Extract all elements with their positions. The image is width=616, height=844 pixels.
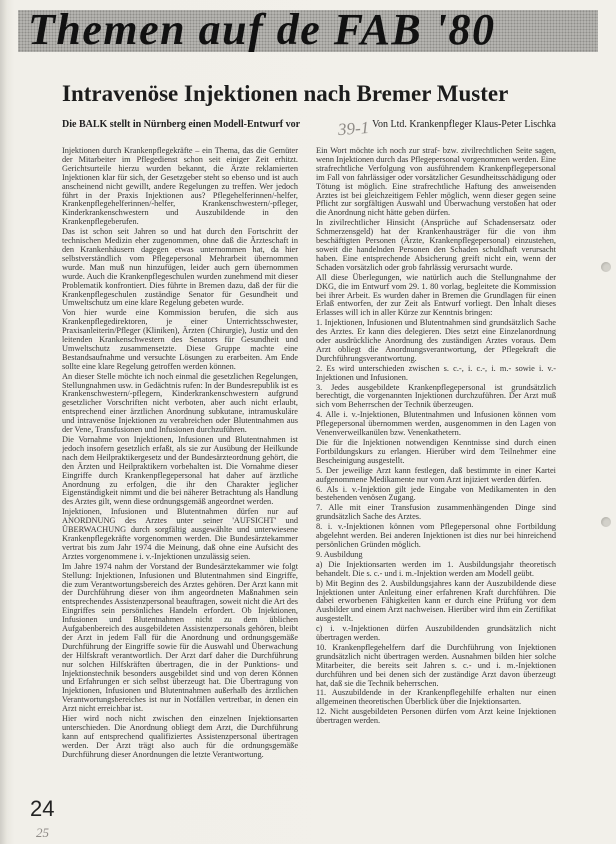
list-item: 10. Krankenpflegehelfern darf die Durchführung von Injektionen grundsätzlich nicht übertragen werden. Ausnahmen bilden hier solche Mitarbeiter, die bereits seit Jahren s. c.- und i. m.-Injektionen durchführen und bei denen sich der zuständige Arzt davon überzeugt hat, daß sie die Technik beherrschen. bbox=[316, 642, 556, 688]
paragraph: Hier wird noch nicht zwischen den einzelnen Injektionsarten unterschieden. Die Anordnung obliegt dem Arzt, die Durchführung kann auf entsprechend qualifiziertes Assistenzpersonal übertragen werden. Der Arzt trägt also auch für die ordnungsgemäße Durchführung dieser Anordnungen die letzte Verantwortung. bbox=[62, 714, 298, 759]
binder-hole bbox=[601, 517, 611, 527]
paragraph: Die Vornahme von Injektionen, Infusionen und Blutentnahmen ist jedoch insofern gesetzlich erfaßt, als sie zur Ausübung der Heilkunde nach dem Heilpraktikergesetz und der Bundesärzteordnung gehört, die den Ärzten und Heilpraktikern vorbehalten ist. Die Vornahme dieser Eingriffe durch Krankenpflegepersonal hat daher auf ärztliche Anordnung zu erfolgen, die ihr den Charakter jeglicher Eigenständigkeit nimmt und die bei näherer Betrachtung als Handlung des Arztes gilt, wenn diese ordnungsgemäß angeordnet werden. bbox=[62, 435, 298, 507]
paragraph: Injektionen, Infusionen und Blutentnahmen dürfen nur auf ANORDNUNG des Arztes unter seiner 'AUFSICHT' und ÜBERWACHUNG durch sorgfältig ausgewählte und unterwiesene Krankenpflegekräfte vorgenommen werden. Die Bundesärztekammer vertrat bis zum Jahr 1974 die Meinung, daß ohne eine Aufsicht des Arztes vorgenommene i. v.-Injektionen unzulässig seien. bbox=[62, 507, 298, 561]
text-column-right bbox=[316, 147, 556, 815]
list-item: 8. i. v.-Injektionen können vom Pflegepersonal ohne Fortbildung abgelehnt werden. Bei anderen Injektionen ist dies nur bei hinreichend persönlichen Gründen möglich. bbox=[316, 522, 556, 549]
page-number: 24 bbox=[30, 796, 55, 821]
list-item: 12. Nicht ausgebildeten Personen dürfen vom Arzt keine Injektionen übertragen werden. bbox=[316, 707, 556, 726]
paragraph: All diese Überlegungen, wie natürlich auch die Stellungnahme der DKG, die im Entwurf vom 29. 1. 80 vorlag, begleitete die Kommission bei ihrer Arbeit. Es wurden daher in Bremen die Grundlagen für einen Erlaß entworfen, der zur Zeit als Entwurf vorliegt. Den Inhalt dieses Erlasses will ich in aller Kürze zur Kenntnis bringen: bbox=[316, 272, 556, 318]
list-item: 2. Es wird unterschieden zwischen s. c.-, i. c.-, i. m.- sowie i. v.-Injektionen und Infusionen. bbox=[316, 363, 556, 382]
list-item: 3. Jedes ausgebildete Krankenpflegepersonal ist grundsätzlich berechtigt, die vorgenannten Injektionen durchzuführen. Der Arzt muß sich vom Beherrschen der Technik überzeugen. bbox=[316, 382, 556, 410]
list-item: 4. Alle i. v.-Injektionen, Blutentnahmen und Infusionen können vom Pflegepersonal übernommen werden, ausgenommen in den Lagen von Venenverweilkanülen bzw. Venenkathetern. bbox=[316, 410, 556, 438]
paragraph: Die für die Injektionen notwendigen Kenntnisse sind durch einen Fortbildungskurs zu erlangen. Hierüber wird dem Teilnehmer eine Bescheinigung ausgestellt. bbox=[316, 438, 556, 465]
article-title: Intravenöse Injektionen nach Bremer Muster bbox=[62, 81, 509, 106]
list-item: c) i. v.-Injektionen dürfen Auszubildenden grundsätzlich nicht übertragen werden. bbox=[316, 624, 556, 643]
section-banner bbox=[18, 10, 598, 52]
section-title: Themen auf de FAB '80 bbox=[28, 10, 496, 52]
paragraph: Im Jahre 1974 nahm der Vorstand der Bundesärztekammer wie folgt Stellung: Injektionen, Infusionen und Blutentnahmen sind Eingriffe, die zum Verantwortungsbereich des Arztes gehören. Der Arzt kann mit der Durchführung dieser von ihm angeordneten Maßnahmen sein entsprechendes Assistenzpersonal beauftragen, soweit nicht die Art des Eingriffes sein persönliches Handeln erfordert. Ob Injektionen, Infusionen und Blutentnahmen nicht zu dem üblichen Aufgabenbereich des ausgebildeten Assistenzpersonals gehören, bleibt der Arzt in jedem Fall für die Anordnung und ordnungsgemäße Durchführung der Eingriffe sowie für die Auswahl und Überwachung der Hilfskraft verantwortlich. Der Arzt darf daher die Durchführung nur solchen Hilfskräften übertragen, die in der Punktions- und Injektionstechnik besonders ausgebildet sind und von deren Können und Erfahrungen er sich selbst überzeugt hat. Die Übertragung von Injektionen, Infusionen und Blutentnahmen außerhalb des ärztlichen Verantwortungsbereiches ist nur in Notfällen vertretbar, in denen ein Arzt nicht erreichbar ist. bbox=[62, 561, 298, 714]
article-subtitle: Die BALK stellt in Nürnberg einen Modell-Entwurf vor bbox=[62, 119, 301, 130]
list-item: a) Die Injektionsarten werden im 1. Ausbildungsjahr theoretisch behandelt. Die s. c.- und i. m.-Injektion werden am Modell geübt. bbox=[316, 559, 556, 578]
list-item: 6. Als i. v.-Injektion gilt jede Eingabe von Medikamenten in den bestehenden venösen Zugang. bbox=[316, 484, 556, 503]
paragraph: Ein Wort möchte ich noch zur straf- bzw. zivilrechtlichen Seite sagen, wenn Injektionen durch das Pflegepersonal vorgenommen werden. Eine strafrechtliche Verfolgung von ausführendem Krankenpflegepersonal im Fall von fahrlässiger oder vorsätzlicher Gesundheitsschädigung oder Tötung ist möglich. Eine strafrechtliche Haftung des anweisenden Arztes ist bei gleichzeitigem Fehler möglich, wenn dieser gegen seine Pflicht zur sorgfältigen Auswahl und Überwachung verstoßen hat oder die Anordnung nicht hätte geben dürfen. bbox=[316, 147, 556, 218]
binder-hole bbox=[601, 262, 611, 272]
list-item: 9. Ausbildung bbox=[316, 549, 363, 559]
list-item: 11. Auszubildende in der Krankenpflegehilfe erhalten nur einen allgemeinen theoretischen Überblick über die Injektionsarten. bbox=[316, 688, 556, 707]
paragraph: Injektionen durch Krankenpflegekräfte – ein Thema, das die Gemüter der Mitarbeiter im Pflegedienst schon seit einiger Zeit erhitzt. Gerichtsurteile hierzu wurden bekannt, die Ärzte reklamierten Injektionen klar für sich, der Gesetzgeber steht so ebenso und ist auch anscheinend nicht gewillt, andere Regelungen zu treffen. Wer jedoch führt in der Praxis Injektionen aus? Pflegehelferinnen/-helfer, Krankenpflegehelferinnen/-helfer, Krankenschwestern/-pfleger, Kinderkrankenschwestern und Auszubildende in den Krankenpflegeberufen. bbox=[62, 147, 298, 227]
list-item: 5. Der jeweilige Arzt kann festlegen, daß bestimmte in einer Kartei aufgenommene Medikamente nur vom Arzt injiziert werden dürfen. bbox=[316, 465, 556, 484]
list-item: 7. Alle mit einer Transfusion zusammenhängenden Dinge sind grundsätzlich Sache des Arztes. bbox=[316, 503, 556, 522]
list-item: 1. Injektionen, Infusionen und Blutentnahmen sind grundsätzlich Sache des Arztes. Er kann dies delegieren. Dies setzt eine Einzelanordnung oder ausdrückliche Anordnung des zuständigen Arztes voraus. Dem Arzt obliegt die Anordnungsverantwortung, der Pflegekraft die Durchführungsverantwortung. bbox=[316, 318, 556, 363]
text-column-left bbox=[62, 147, 298, 815]
paragraph: An dieser Stelle möchte ich noch einmal die gesetzlichen Regelungen, Stellungnahmen usw. in Gedächtnis rufen: In der Bundesrepublik ist es Krankenschwestern/-pflegern, Kinderkrankenschwestern aufgrund gesetzlicher Vorschriften nicht verboten, aber auch nicht erlaubt, entsprechend einer ärztlichen Anordnung subkutane, intramuskuläre und intravenöse Injektionen zu verabreichen oder Blutentnahmen aus der Vene, Transfusionen und Infusionen durchzuführen. bbox=[62, 371, 298, 435]
article-byline: Von Ltd. Krankenpfleger Klaus-Peter Lischka bbox=[372, 119, 556, 130]
handwritten-note-bottom: 25 bbox=[36, 825, 49, 840]
list-item: b) Mit Beginn des 2. Ausbildungsjahres kann der Auszubildende diese Injektionen unter Anleitung einer erfahrenen Kraft durchführen. Die dabei erworbenen Fähigkeiten kann er durch eine Prüfung vor dem Ausbilder und einem Arzt nachweisen. Hierüber wird ihm ein Zertifikat ausgestellt. bbox=[316, 578, 556, 624]
paragraph: Von hier wurde eine Kommission berufen, die sich aus Krankenpflegedirektoren, je einer Unterrichtsschwester, Praxisanleiterin/Pfleger (Kliniken), Ärzten (Chirurgie), Justiz und den leitenden Krankenschwestern des Senators für Gesundheit und Umweltschutz zusammensetzte. Diese Gruppe machte eine Bestandsaufnahme und versuchte Lösungen zu erarbeiten. Am Ende sollte eine klare Regelung getroffen werden können. bbox=[62, 308, 298, 371]
handwritten-note-top: 39-1 bbox=[337, 117, 370, 140]
paragraph: In zivilrechtlicher Hinsicht (Ansprüche auf Schadensersatz oder Schmerzensgeld) hat der Krankenhausträger für die von ihm beschäftigten Personen (Ärzte, Krankenpflegepersonal) einzustehen, soweit die handelnden Personen den Schaden schuldhaft verursacht haben. Eine entsprechende Absicherung greift nicht ein, wenn der Schaden vorsätzlich oder grob fahrlässig verursacht wurde. bbox=[316, 218, 556, 272]
paragraph: Das ist schon seit Jahren so und hat durch den Fortschritt der technischen Medizin eher zugenommen, ohne daß die Ärzteschaft in den Krankenhäusern dagegen etwas unternommen hat, da hier selbstverständlich vom Pflegepersonal Mehrarbeit übernommen wurde. Man muß nun hinzufügen, leider auch gern übernommen wurde. Auch die Krankenpflegeschulen wurden zunehmend mit dieser Problematik konfrontiert. Dies führte in Bremen dazu, daß der für die Krankenpflegeschulen zuständige Senator für Gesundheit und Umweltschutz um eine klare Regelung gebeten wurde. bbox=[62, 227, 298, 308]
